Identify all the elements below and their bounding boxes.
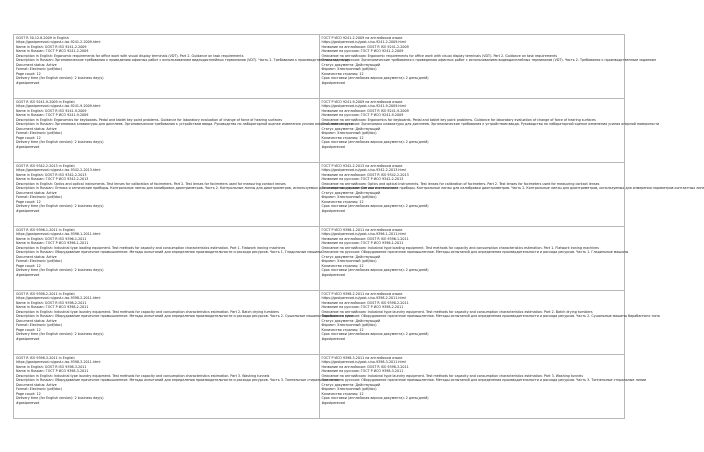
entry-line: #gostperevod	[321, 272, 345, 277]
entry-line: Document status: Active	[16, 382, 57, 387]
table-row	[14, 35, 625, 99]
entry-line: Format: Electronic (pdf/doc)	[16, 259, 63, 264]
entry-line: #gostperevod	[16, 400, 40, 405]
entry-line: Формат: Электронный (pdf/doc)	[321, 67, 377, 72]
entry-line: Name in English: GOST R ISO 9396-1-2011	[16, 236, 87, 241]
entry-line: https://gostperevod.ru/gost-r-iso-9398-2-2011.html	[321, 296, 406, 301]
entry-line: Название на английском: GOST R ISO 9342-2-2013	[321, 172, 409, 177]
entry-line: https://gostperevod.ru/gost-r-iso-9396-1-2011.html	[16, 232, 101, 237]
entry-line: Срок поставки (английская версия документа): 2 день(дней)	[321, 332, 429, 337]
entry-line: GOST R ISO 9398-2-2011 in English	[16, 292, 75, 296]
entry-line: Format: Electronic (pdf/doc)	[16, 131, 63, 136]
entry-line: Name in Russian: ГОСТ Р ИСО 9398-3-2011	[16, 369, 89, 374]
entry-line: Name in English: GOST R ISO 9241-2-2009	[16, 44, 87, 49]
english-entry-cell	[14, 355, 340, 419]
russian-entry-cell	[319, 291, 660, 355]
entry-line: Format: Electronic (pdf/doc)	[16, 195, 63, 200]
entry-line: ГОСТ Р ИСО 9241-2-2009 на английском языке	[321, 36, 403, 40]
entry-line: Описание на русском: Оптика и оптические приборы. Контрольные линзы для калибровки диоптриметров. Часть 2. Контрольные линзы для диоптриметров, используемых для измерения параметров контактных линз	[321, 186, 704, 191]
entry-line: Page count: 12	[16, 327, 41, 332]
entry-line: Name in English: GOST R ISO 9241-9-2009	[16, 108, 87, 113]
entry-line: Description in Russian: Оборудование прачечное промышленное. Методы испытаний для определения производительности и расхода ресурсов. Часть 3. Тоннельные стиральные линии	[16, 378, 340, 383]
entry-line: GOST R ISO 9342-2-2013 in English	[16, 164, 75, 168]
entry-line: Name in English: GOST R ISO 9398-3-2011	[16, 364, 87, 369]
table-row	[14, 355, 625, 419]
entry-line: Description in English: Ergonomics for keyboards. Pedal and tablet key point problems. Guidance for laboratory evaluation of change of force of hearing surfaces	[16, 117, 283, 122]
entry-line: Описание на русском: Оборудование прачечное промышленное. Методы испытаний для определения производительности и расхода ресурсов. Часть 3. Тоннельные стиральные линии	[321, 378, 647, 383]
english-entry-cell	[14, 227, 320, 291]
entry-line: Description in Russian: Оборудование прачечное промышленное. Методы испытаний для определения производительности и расхода ресурсов. Часть 2. Сушильные машины барабанного типа	[16, 314, 354, 319]
entry-line: ГОСТ Р ИСО 9342-2-2013 на английском языке	[321, 164, 403, 168]
russian-entry-cell	[319, 227, 629, 291]
entry-line: ГОСТ Р ИСО 9241-9-2009 на английском языке	[321, 100, 403, 104]
entry-line: Название на английском: GOST R ISO 9396-1-2011	[321, 236, 409, 241]
entry-line: Название на английском: GOST R ISO 9241-2-2009	[321, 44, 409, 49]
entry-line: Название на русском: ГОСТ Р ИСО 9398-2-2011	[321, 305, 404, 310]
entry-line: Page count: 12	[16, 135, 41, 140]
entry-line: GOST R ISO 9396-1-2011 in English	[16, 228, 75, 232]
entry-line: #gostperevod	[321, 400, 345, 405]
entry-line: #gostperevod	[16, 144, 40, 149]
entry-line: Название на английском: GOST R ISO 9398-2-2011	[321, 300, 409, 305]
table-row	[14, 291, 625, 355]
entry-line: https://gostperevod.ru/gost-r-iso-9398-2-2011.html	[16, 296, 101, 301]
entry-line: https://gostperevod.ru/gost-r-iso-9241-9-2009.html	[321, 104, 406, 109]
entry-line: Description in Russian: Эргономические требования к проведению офисных работ с использованием видеодисплейных терминалов (VDT). Часть 2. Требования к производственным заданиям	[16, 58, 350, 63]
entry-line: Срок поставки (английская версия документа): 2 день(дней)	[321, 268, 429, 273]
entry-line: Description in Russian: Эргономика клавиатуры для дисплеев. Эргономические требования к устройствам ввода. Руководство по лабораторной оценке изменения усилия опорной поверхности	[16, 122, 353, 127]
entry-line: https://gostperevod.ru/gost-r-iso-9396-1-2011.html	[321, 232, 406, 237]
entry-line: GOST R 50.12.8-2009 in English	[16, 36, 69, 40]
entry-line: Name in English: GOST R ISO 9342-2-2013	[16, 172, 87, 177]
entry-line: #gostperevod	[16, 208, 40, 213]
entry-line: Name in English: GOST R ISO 9398-2-2011	[16, 300, 87, 305]
entry-line: Статус документа: Действующий	[321, 382, 381, 387]
entry-line: Description in English: Industrial type loading equipment. Test methods for capacity and consumption characteristics estimation. Part 1. Flatwork ironing machines	[16, 245, 286, 250]
entry-line: #gostperevod	[16, 80, 40, 85]
entry-line: https://gostperevod.ru/gost-r-iso-9342-2-2013.html	[321, 168, 406, 173]
entry-line: Формат: Электронный (pdf/doc)	[321, 131, 377, 136]
entry-line: Формат: Электронный (pdf/doc)	[321, 387, 377, 392]
entry-line: #gostperevod	[16, 336, 40, 341]
russian-entry-cell	[319, 35, 656, 99]
russian-entry-cell	[319, 99, 660, 163]
russian-entry-cell	[319, 355, 647, 419]
entry-line: Name in Russian: ГОСТ Р ИСО 9241-2-2009	[16, 49, 89, 54]
entry-line: Description in English: Optics and optical instruments. Test lenses for calibration of focimeters. Part 2. Test lenses for focimeters used for measuring contact lenses	[16, 181, 286, 186]
entry-line: Description in English: Industrial type laundry equipment. Test methods for capacity and consumption characteristics estimation. Part 3. Washing tunnels	[16, 373, 270, 378]
entry-line: Description in English: Industrial type laundry equipment. Test methods for capacity and consumption characteristics estimation. Part 2. Batch drying tumblers	[16, 309, 279, 314]
entry-line: Name in Russian: ГОСТ Р ИСО 9396-1-2011	[16, 241, 89, 246]
entry-line: Название на английском: GOST R ISO 9398-3-2011	[321, 364, 409, 369]
entry-line: Delivery time (for English version): 2 business day(s)	[16, 396, 104, 401]
entry-line: #gostperevod	[321, 336, 345, 341]
entry-line: Page count: 12	[16, 391, 41, 396]
entry-line: Название на русском: ГОСТ Р ИСО 9398-3-2011	[321, 369, 404, 374]
entry-line: Количество страниц: 12	[321, 71, 364, 76]
table-row	[14, 163, 625, 227]
entry-line: Название на русском: ГОСТ Р ИСО 9241-2-2009	[321, 49, 404, 54]
entry-line: Описание на английском: Optics and optical instruments. Test lenses for calibration of focimeters. Part 2. Test lenses for focimeters used for measuring contact lenses	[321, 181, 600, 186]
entry-line: Описание на английском: Industrial type laundry equipment. Test methods for capacity and consumption characteristics estimation. Part 2. Batch drying tumblers	[321, 309, 593, 314]
entry-line: Формат: Электронный (pdf/doc)	[321, 259, 377, 264]
entry-line: Description in Russian: Оптика и оптические приборы. Контрольные линзы для калибровки диоптриметров. Часть 2. Контрольные линзы для диоптриметров, используемых для измерения параметров контактных линз	[16, 186, 399, 191]
entry-line: Статус документа: Действующий	[321, 318, 381, 323]
entry-line: Описание на русском: Оборудование прачечное промышленное. Методы испытаний для определения производительности и расхода ресурсов. Часть 2. Сушильные машины барабанного типа	[321, 314, 660, 319]
entry-line: #gostperevod	[321, 208, 345, 213]
entry-line: GOST R ISO 9241-9-2009 in English	[16, 100, 75, 104]
entry-line: https://gostperevod.ru/gost-r-iso-9241-9-2009.html	[16, 104, 101, 109]
entry-line: Название на русском: ГОСТ Р ИСО 9342-2-2013	[321, 177, 404, 182]
entry-line: ГОСТ Р ИСО 9398-3-2011 на английском языке	[321, 356, 403, 360]
entry-line: Описание на русском: Эргономика клавиатуры для дисплеев. Эргономические требования к устройствам ввода. Руководство по лабораторной оценке изменения усилия опорной поверхности	[321, 122, 660, 127]
russian-entry-cell	[319, 163, 704, 227]
entry-line: Description in English: Ergonomic requirements for office work with visual display terminals (VDT). Part 2. Guidance on task requirements	[16, 53, 244, 58]
entry-line: https://gostperevod.ru/gost-r-iso-9241-2-2009.html	[321, 40, 406, 45]
entry-line: Количество страниц: 12	[321, 263, 364, 268]
entry-line: Description in Russian: Оборудование прачечное промышленное. Методы испытаний для определения производительности и расхода ресурсов. Часть 1. Гладильные машины	[16, 250, 322, 255]
entry-line: Статус документа: Действующий	[321, 254, 381, 259]
entry-line: Delivery time (for English version): 2 business day(s)	[16, 140, 104, 145]
entry-line: Статус документа: Действующий	[321, 190, 381, 195]
entry-line: Delivery time (for English version): 2 business day(s)	[16, 204, 104, 209]
entry-line: Название на английском: GOST R ISO 9241-9-2009	[321, 108, 409, 113]
entry-line: Page count: 12	[16, 263, 41, 268]
entry-line: Статус документа: Действующий	[321, 126, 381, 131]
entry-line: Описание на английском: Industrial type laundry equipment. Test methods for capacity and consumption characteristics estimation. Part 3. Washing tunnels	[321, 373, 584, 378]
entry-line: Название на русском: ГОСТ Р ИСО 9396-1-2011	[321, 241, 404, 246]
entry-line: Количество страниц: 12	[321, 135, 364, 140]
table-row	[14, 99, 625, 163]
entry-line: Статус документа: Действующий	[321, 62, 381, 67]
entry-line: Описание на английском: Industrial type loading equipment. Test methods for capacity and consumption characteristics estimation. Part 1. Flatwork ironing machines	[321, 245, 599, 250]
entry-line: https://gostperevod.ru/gost-r-iso-9398-3-2011.html	[321, 360, 406, 365]
entry-line: #gostperevod	[321, 80, 345, 85]
entry-line: Name in Russian: ГОСТ Р ИСО 9342-2-2013	[16, 177, 89, 182]
entry-line: Page count: 12	[16, 199, 41, 204]
standards-table-body	[14, 35, 704, 419]
entry-line: Количество страниц: 12	[321, 327, 364, 332]
entry-line: Document status: Active	[16, 62, 57, 67]
entry-line: Срок поставки (английская версия документа): 2 день(дней)	[321, 140, 429, 145]
entry-line: Document status: Active	[16, 126, 57, 131]
entry-line: Name in Russian: ГОСТ Р ИСО 9241-9-2009	[16, 113, 89, 118]
entry-line: Delivery time (for English version): 2 business day(s)	[16, 76, 104, 81]
entry-line: #gostperevod	[321, 144, 345, 149]
entry-line: GOST R ISO 9398-3-2011 in English	[16, 356, 75, 360]
entry-line: Name in Russian: ГОСТ Р ИСО 9398-2-2011	[16, 305, 89, 310]
entry-line: Format: Electronic (pdf/doc)	[16, 67, 63, 72]
entry-line: https://gostperevod.ru/gost-r-iso-9241-2-2009.html	[16, 40, 101, 45]
entry-line: Описание на английском: Ergonomics for keyboards. Pedal and tablet key point problems. Guidance for laboratory evaluation of change of force of hearing surfaces	[321, 117, 596, 122]
entry-line: Формат: Электронный (pdf/doc)	[321, 323, 377, 328]
entry-line: Срок поставки (английская версия документа): 2 день(дней)	[321, 396, 429, 401]
entry-line: Format: Electronic (pdf/doc)	[16, 323, 63, 328]
entry-line: Срок поставки (английская версия документа): 2 день(дней)	[321, 76, 429, 81]
entry-line: Количество страниц: 12	[321, 199, 364, 204]
entry-line: ГОСТ Р ИСО 9396-1-2011 на английском языке	[321, 228, 403, 232]
entry-line: https://gostperevod.ru/gost-r-iso-9398-3-2011.html	[16, 360, 101, 365]
entry-line: ГОСТ Р ИСО 9398-2-2011 на английском языке	[321, 292, 403, 296]
entry-line: Описание на русском: Эргономические требования к проведению офисных работ с использованием видеодисплейных терминалов (VDT). Часть 2. Требования к производственным заданиям	[321, 58, 656, 63]
standards-table	[13, 34, 704, 419]
entry-line: Формат: Электронный (pdf/doc)	[321, 195, 377, 200]
entry-line: https://gostperevod.ru/gost-r-iso-9342-2-2013.html	[16, 168, 101, 173]
entry-line: Document status: Active	[16, 190, 57, 195]
entry-line: Количество страниц: 12	[321, 391, 364, 396]
entry-line: Название на русском: ГОСТ Р ИСО 9241-9-2009	[321, 113, 404, 118]
entry-line: Document status: Active	[16, 318, 57, 323]
entry-line: Page count: 12	[16, 71, 41, 76]
entry-line: Delivery time (for English version): 2 business day(s)	[16, 268, 104, 273]
entry-line: Описание на английском: Ergonomic requirements for office work with visual display terminals (VDT). Part 2. Guidance on task requirements	[321, 53, 558, 58]
entry-line: Delivery time (for English version): 2 business day(s)	[16, 332, 104, 337]
entry-line: Описание на русском: Оборудование прачечное промышленное. Методы испытаний для определения производительности и расхода ресурсов. Часть 1. Гладильные машины	[321, 250, 629, 255]
table-row	[14, 227, 625, 291]
entry-line: Document status: Active	[16, 254, 57, 259]
entry-line: #gostperevod	[16, 272, 40, 277]
entry-line: Срок поставки (английская версия документа): 2 день(дней)	[321, 204, 429, 209]
entry-line: Format: Electronic (pdf/doc)	[16, 387, 63, 392]
